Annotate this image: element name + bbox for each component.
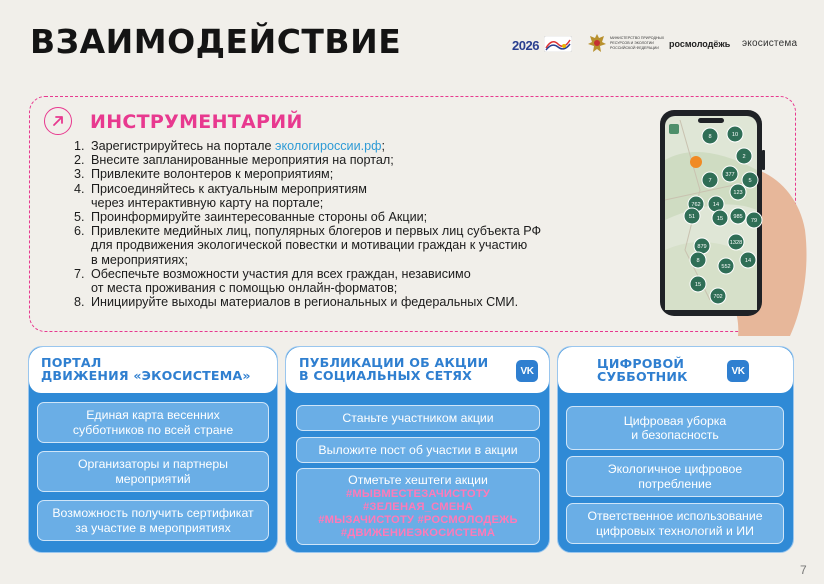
card-title-line: ПОРТАЛ xyxy=(41,355,102,370)
card-item-text: Отметьте хештеги акции xyxy=(348,473,488,488)
step-text: Привлеките волонтеров к мероприятиям; xyxy=(91,167,334,182)
map-marker-label: 702 xyxy=(713,294,723,301)
card-item-text: мероприятий xyxy=(115,471,191,486)
card-title-line: ЦИФРОВОЙ xyxy=(597,356,685,371)
card-item xyxy=(296,405,540,431)
ministry-logo-text: МИНИСТЕРСТВО ПРИРОДНЫХ РЕСУРСОВ И ЭКОЛОГИИ РОССИЙСКОЙ ФЕДЕРАЦИИ xyxy=(610,36,665,50)
step-item xyxy=(74,267,634,295)
phone-map-graphic xyxy=(640,100,810,340)
card-social-publications xyxy=(285,346,550,553)
step-item xyxy=(74,153,634,167)
step-text: Зарегистрируйтесь на портале xyxy=(91,139,276,153)
step-number: 1. xyxy=(74,139,85,153)
card-item-text: субботников по всей стране xyxy=(72,422,234,437)
card-item-text: Цифровая уборка xyxy=(623,413,727,428)
step-number: 7. xyxy=(74,266,85,281)
step-item xyxy=(74,224,634,267)
step-text: Присоединяйтесь к актуальным мероприятиям xyxy=(91,181,367,196)
toolkit-steps xyxy=(74,139,634,309)
hashtag: #МЫВМЕСТЕЗАЧИСТОТУ xyxy=(345,487,491,500)
card-item-text: Единая карта весенних xyxy=(86,408,220,422)
vk-icon[interactable]: VK xyxy=(727,360,749,382)
step-item xyxy=(74,295,634,309)
map-marker-label: 51 xyxy=(688,214,696,221)
card-item xyxy=(37,402,269,443)
card-item xyxy=(566,456,784,497)
map-marker-label: 8 xyxy=(708,134,712,141)
hashtag: #ЗЕЛЕНАЯ_СМЕНА xyxy=(362,500,474,513)
step-text: Привлеките медийных лиц, популярных блогеров и первых лиц субъекта РФ xyxy=(91,224,542,239)
step-item xyxy=(74,182,634,210)
map-marker-label: 1328 xyxy=(729,240,743,247)
map-marker-label: 552 xyxy=(721,264,731,271)
hashtag: #МЫЗАЧИСТОТУ #РОСМОЛОДЕЖЬ xyxy=(318,513,518,526)
map-marker-label: 7 xyxy=(708,178,712,185)
step-item xyxy=(74,167,634,181)
card-item-text: Станьте участником акции xyxy=(342,410,494,425)
card-item-text: Ответственное использование xyxy=(587,509,763,523)
year-logo xyxy=(512,34,574,56)
step-text-cont: для продвижения экологической повестки и мотивации граждан к участию xyxy=(91,238,528,253)
map-marker-label: 14 xyxy=(712,202,720,209)
map-marker-label: 123 xyxy=(733,190,743,197)
year-label: 2026 xyxy=(512,38,539,53)
card-title-line: ДВИЖЕНИЯ «ЭКОСИСТЕМА» xyxy=(41,368,251,383)
step-number: 4. xyxy=(74,181,85,196)
card-item xyxy=(296,468,540,545)
card-item-text: Выложите пост об участии в акции xyxy=(318,442,518,457)
card-item xyxy=(566,503,784,544)
map-marker-label: 985 xyxy=(733,214,743,221)
phone-illustration xyxy=(640,100,810,340)
card-item xyxy=(37,451,269,492)
step-text-cont: в мероприятиях; xyxy=(91,252,188,267)
page-number: 7 xyxy=(800,563,807,577)
flag-icon xyxy=(544,36,572,52)
page-title: ВЗАИМОДЕЙСТВИЕ xyxy=(30,22,402,61)
step-text-cont: через интерактивную карту на портале; xyxy=(91,195,324,210)
step-text: Инициируйте выходы материалов в региональных и федеральных СМИ. xyxy=(91,295,519,310)
map-marker-label: 5 xyxy=(748,178,752,185)
card-title-line: СУББОТНИК xyxy=(597,369,688,384)
step-item xyxy=(74,210,634,224)
card-title xyxy=(299,356,488,382)
card-item-text: Организаторы и партнеры xyxy=(77,457,229,471)
card-title xyxy=(41,356,251,382)
step-number: 2. xyxy=(74,153,85,168)
portal-link[interactable]: экологироссии.рф xyxy=(275,139,382,153)
step-number: 5. xyxy=(74,210,85,225)
step-text: Внесите запланированные мероприятия на портал; xyxy=(91,153,394,168)
card-title-line: ПУБЛИКАЦИИ ОБ АКЦИИ xyxy=(299,355,489,370)
card-item xyxy=(37,500,269,541)
ecosystem-logo: экосистема xyxy=(742,38,798,49)
hashtag: #ДВИЖЕНИЕЭКОСИСТЕМА xyxy=(340,526,496,539)
map-marker-label: 2 xyxy=(742,154,746,161)
step-item xyxy=(74,139,634,153)
card-title xyxy=(597,357,688,383)
vk-icon[interactable]: VK xyxy=(516,360,538,382)
card-title-line: В СОЦИАЛЬНЫХ СЕТЯХ xyxy=(299,368,473,383)
step-text: Обеспечьте возможности участия для всех граждан, независимо xyxy=(91,266,471,281)
arrow-up-right-icon xyxy=(44,107,72,135)
card-item xyxy=(296,437,540,463)
card-digital-cleanup xyxy=(557,346,794,553)
toolkit-title: ИНСТРУМЕНТАРИЙ xyxy=(90,111,303,133)
map-marker-label: 15 xyxy=(694,282,702,289)
map-marker-label: 10 xyxy=(731,132,739,139)
map-marker-label: 8 xyxy=(696,258,700,265)
rosmolodezh-logo: росмолодёжь xyxy=(669,39,731,49)
eagle-emblem-icon xyxy=(586,32,608,56)
card-item-text: потребление xyxy=(638,476,712,491)
step-text-cont: от места проживания с помощью онлайн-форматов; xyxy=(91,281,398,296)
map-marker-label: 15 xyxy=(716,216,724,223)
step-text: Проинформируйте заинтересованные стороны об Акции; xyxy=(91,210,428,225)
card-item-text: цифровых технологий и ИИ xyxy=(596,523,754,538)
step-text-end: ; xyxy=(381,139,385,153)
card-item-text: и безопасность xyxy=(631,428,719,442)
card-item-text: за участие в мероприятиях xyxy=(75,520,231,535)
map-marker-label: 377 xyxy=(725,172,735,179)
map-marker-label: 879 xyxy=(697,244,707,251)
map-marker-label: 79 xyxy=(750,218,758,225)
step-number: 8. xyxy=(74,295,85,310)
step-number: 6. xyxy=(74,224,85,239)
step-number: 3. xyxy=(74,167,85,182)
map-marker-label: 762 xyxy=(691,202,701,209)
card-item-text: Возможность получить сертификат xyxy=(52,506,254,520)
map-marker-label: 14 xyxy=(744,258,752,265)
card-item-text: Экологичное цифровое xyxy=(607,462,743,476)
card-item xyxy=(566,406,784,450)
card-portal xyxy=(28,346,278,553)
